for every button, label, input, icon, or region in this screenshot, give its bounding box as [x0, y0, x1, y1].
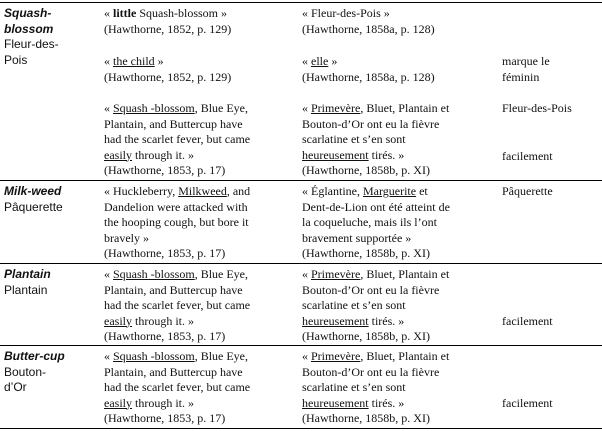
term-french: Pâquerette [4, 199, 63, 214]
french-quote-line: « Primevère, Bluet, Plantain et [302, 349, 450, 363]
french-quote-line: heureusement tirés. » [302, 313, 405, 328]
term-french: Fleur-des- [4, 37, 59, 51]
translator-note [502, 54, 550, 85]
term-cell [4, 349, 92, 396]
english-citation: (Hawthorne, 1853, p. 17) [104, 329, 226, 343]
term-english: Squash- [4, 6, 52, 20]
french-citation: (Hawthorne, 1858a, p. 128) [302, 69, 435, 84]
french-quote-line: scarlatine et s’en sont [302, 298, 406, 312]
french-citation: (Hawthorne, 1858b, p. XI) [302, 329, 430, 343]
french-quote-line: heureusement tirés. » [302, 395, 405, 410]
french-excerpt [302, 54, 497, 85]
french-quote-line: Bouton-d’Or ont eu la fièvre [302, 282, 440, 297]
translator-note [502, 314, 553, 330]
english-quote-line: had the scarlet fever, but came [104, 298, 251, 312]
french-excerpt [302, 6, 497, 37]
english-quote-line: had the scarlet fever, but came [104, 380, 251, 394]
french-quote-line: Dent-de-Lion ont été atteint de [302, 199, 450, 214]
french-quote-line: « elle » [302, 54, 338, 68]
french-quote-line: Bouton-d’Or ont eu la fièvre [302, 364, 440, 379]
english-quote-line: « little Squash-blossom » [104, 6, 228, 20]
english-quote-line: the hooping cough, but bore it [104, 215, 249, 229]
english-quote-line: Plantain, and Buttercup have [104, 364, 243, 379]
french-quote-line: « Primevère, Bluet, Plantain et [302, 101, 450, 115]
french-quote-line: « Fleur-des-Pois » [302, 6, 390, 20]
translator-note [502, 101, 572, 117]
term-cell [4, 184, 92, 215]
english-quote-line: « Huckleberry, Milkweed, and [104, 184, 251, 198]
english-citation: (Hawthorne, 1853, p. 17) [104, 411, 226, 425]
french-citation: (Hawthorne, 1858b, p. XI) [302, 163, 430, 177]
french-quote-line: heureusement tirés. » [302, 147, 405, 162]
translator-note [502, 184, 553, 200]
term-french: d’Or [4, 380, 27, 394]
term-cell [4, 6, 92, 68]
french-excerpt [302, 184, 500, 262]
french-quote-line: scarlatine et s’en sont [302, 380, 406, 394]
term-french: Bouton- [4, 364, 47, 379]
note-line: féminin [502, 69, 540, 84]
french-excerpt [302, 101, 500, 179]
term-cell [4, 267, 92, 298]
note-line: marque le [502, 54, 550, 68]
english-quote-line: bravely » [104, 230, 149, 245]
english-citation: (Hawthorne, 1852, p. 129) [104, 21, 232, 36]
french-citation: (Hawthorne, 1858b, p. XI) [302, 411, 430, 425]
english-excerpt [104, 267, 299, 345]
table-rule [0, 180, 602, 181]
french-quote-line: Bouton-d’Or ont eu la fièvre [302, 116, 440, 131]
english-excerpt [104, 6, 294, 37]
french-quote-line: la coqueluche, mais ils l’ont [302, 215, 437, 229]
english-quote-line: « Squash -blossom, Blue Eye, [104, 101, 249, 115]
note-line: facilement [502, 149, 553, 163]
english-excerpt [104, 54, 294, 85]
term-french: Pois [4, 52, 28, 67]
french-excerpt [302, 267, 500, 345]
note-line: facilement [502, 396, 553, 410]
french-citation: (Hawthorne, 1858a, p. 128) [302, 21, 435, 36]
french-citation: (Hawthorne, 1858b, p. XI) [302, 246, 430, 260]
term-english: Plantain [4, 267, 51, 281]
english-quote-line: « the child » [104, 54, 164, 68]
english-citation: (Hawthorne, 1853, p. 17) [104, 246, 226, 260]
term-english: Milk-weed [4, 184, 62, 198]
english-quote-line: « Squash -blossom, Blue Eye, [104, 349, 249, 363]
table-rule [0, 345, 602, 346]
english-quote-line: « Squash -blossom, Blue Eye, [104, 267, 249, 281]
note-line: Pâquerette [502, 184, 553, 198]
french-quote-line: scarlatine et s’en sont [302, 132, 406, 146]
english-excerpt [104, 184, 299, 262]
term-english: Butter-cup [4, 349, 65, 363]
english-citation: (Hawthorne, 1853, p. 17) [104, 163, 226, 177]
english-citation: (Hawthorne, 1852, p. 129) [104, 69, 232, 84]
translator-note [502, 149, 553, 165]
english-quote-line: easily through it. » [104, 313, 194, 328]
table-rule-bottom [0, 428, 602, 429]
table-rule [0, 263, 602, 264]
english-excerpt [104, 101, 299, 179]
french-quote-line: bravement supportée » [302, 230, 412, 245]
term-french: Plantain [4, 282, 48, 297]
table-rule-top [0, 2, 602, 3]
english-quote-line: Dandelion were attacked with [104, 199, 248, 214]
translator-note [502, 396, 553, 412]
french-quote-line: « Églantine, Marguerite et [302, 184, 428, 198]
english-quote-line: had the scarlet fever, but came [104, 132, 251, 146]
english-excerpt [104, 349, 299, 427]
english-quote-line: easily through it. » [104, 147, 194, 162]
english-quote-line: Plantain, and Buttercup have [104, 116, 243, 131]
english-quote-line: Plantain, and Buttercup have [104, 282, 243, 297]
note-line: Fleur-des-Pois [502, 101, 572, 115]
french-excerpt [302, 349, 500, 427]
note-line: facilement [502, 314, 553, 328]
french-quote-line: « Primevère, Bluet, Plantain et [302, 267, 450, 281]
term-english: blossom [4, 21, 54, 36]
english-quote-line: easily through it. » [104, 395, 194, 410]
